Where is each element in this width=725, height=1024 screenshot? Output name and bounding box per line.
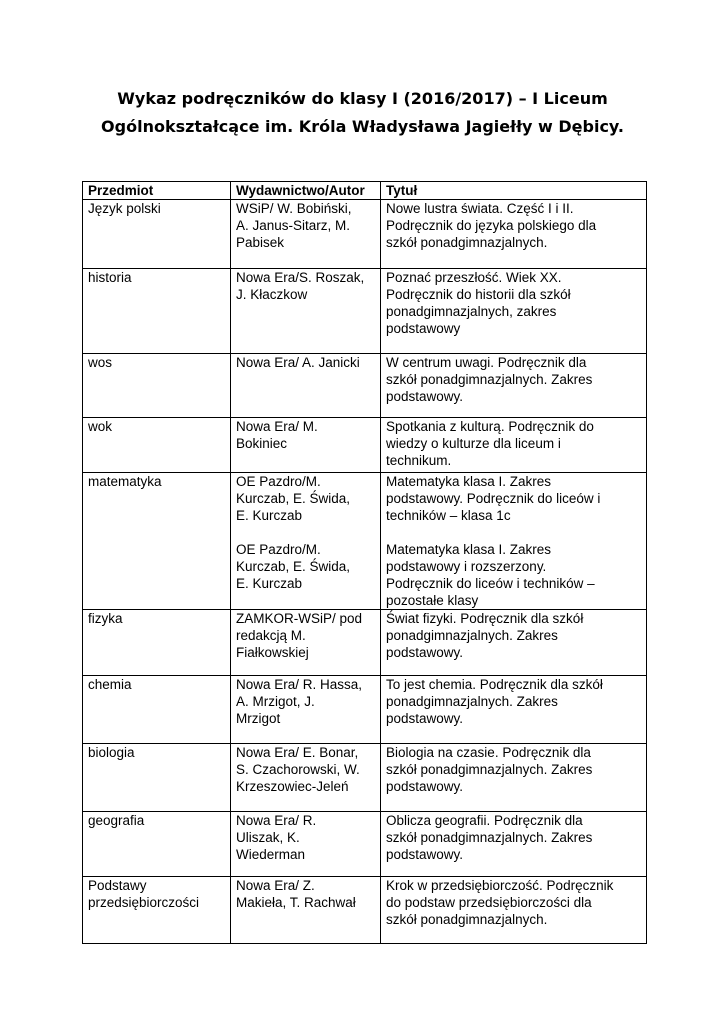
subject-line: Podstawy bbox=[88, 878, 147, 893]
publisher-line: Nowa Era/ M. bbox=[236, 419, 318, 434]
table-row bbox=[83, 418, 647, 473]
subject-line: matematyka bbox=[88, 474, 162, 489]
subject-cell bbox=[83, 877, 231, 944]
publisher-line: Nowa Era/S. Roszak, bbox=[236, 270, 365, 285]
publisher-line: OE Pazdro/M. bbox=[236, 542, 321, 557]
title-cell bbox=[381, 418, 647, 473]
title-line: podstawowy. bbox=[386, 779, 464, 794]
title-line: Świat fizyki. Podręcznik dla szkół bbox=[386, 611, 584, 626]
title-line: Podręcznik do historii dla szkół bbox=[386, 287, 571, 302]
header-title: Tytuł bbox=[381, 182, 647, 200]
title-line: szkół ponadgimnazjalnych. bbox=[386, 912, 548, 927]
title-line: ponadgimnazjalnych. Zakres bbox=[386, 628, 558, 643]
title-line: W centrum uwagi. Podręcznik dla bbox=[386, 355, 587, 370]
header-subject: Przedmiot bbox=[83, 182, 231, 200]
publisher-cell bbox=[231, 744, 381, 812]
publisher-line: redakcją M. bbox=[236, 628, 306, 643]
title-line: wiedzy o kulturze dla liceum i bbox=[386, 436, 561, 451]
table-row bbox=[83, 610, 647, 676]
publisher-line: E. Kurczab bbox=[236, 508, 303, 523]
publisher-line: Pabisek bbox=[236, 235, 285, 250]
subject-line: wok bbox=[88, 419, 113, 434]
title-cell bbox=[381, 200, 647, 269]
title-line: szkół ponadgimnazjalnych. Zakres bbox=[386, 830, 593, 845]
title-cell bbox=[381, 269, 647, 354]
table-row bbox=[83, 200, 647, 269]
subject-cell bbox=[83, 200, 231, 269]
publisher-cell bbox=[231, 418, 381, 473]
publisher-line: Wiederman bbox=[236, 847, 306, 862]
title-line: Nowe lustra świata. Część I i II. bbox=[386, 201, 574, 216]
title-line: To jest chemia. Podręcznik dla szkół bbox=[386, 677, 603, 692]
publisher-line: Nowa Era/ R. Hassa, bbox=[236, 677, 363, 692]
publisher-line: Makieła, T. Rachwał bbox=[236, 895, 356, 910]
publisher-cell bbox=[231, 610, 381, 676]
publisher-line: Mrzigot bbox=[236, 711, 281, 726]
publisher-line: Nowa Era/ E. Bonar, bbox=[236, 745, 359, 760]
publisher-line: Krzeszowiec-Jeleń bbox=[236, 779, 349, 794]
table-row bbox=[83, 269, 647, 354]
table-header-row bbox=[83, 182, 647, 200]
publisher-line: Kurczab, E. Świda, bbox=[236, 559, 351, 574]
publisher-line: E. Kurczab bbox=[236, 576, 303, 591]
table-row bbox=[83, 354, 647, 418]
publisher-line: Nowa Era/ A. Janicki bbox=[236, 355, 360, 370]
table-row bbox=[83, 473, 647, 610]
title-line: podstawowy. bbox=[386, 389, 464, 404]
publisher-line: ZAMKOR-WSiP/ pod bbox=[236, 611, 363, 626]
title-cell bbox=[381, 676, 647, 744]
subject-line: fizyka bbox=[88, 611, 123, 626]
publisher-line: J. Kłaczkow bbox=[236, 287, 308, 302]
title-cell bbox=[381, 610, 647, 676]
subject-cell bbox=[83, 354, 231, 418]
title-line: Poznać przeszłość. Wiek XX. bbox=[386, 270, 562, 285]
textbook-table bbox=[82, 181, 647, 944]
subject-line: geografia bbox=[88, 813, 145, 828]
subject-line: chemia bbox=[88, 677, 132, 692]
subject-cell bbox=[83, 744, 231, 812]
table-row bbox=[83, 877, 647, 944]
publisher-line: Fiałkowskiej bbox=[236, 645, 309, 660]
publisher-line: Nowa Era/ R. bbox=[236, 813, 317, 828]
title-line: do podstaw przedsiębiorczości dla bbox=[386, 895, 592, 910]
publisher-cell bbox=[231, 877, 381, 944]
title-cell bbox=[381, 473, 647, 610]
title-line: podstawowy. Podręcznik do liceów i bbox=[386, 491, 601, 506]
title-line: podstawowy. bbox=[386, 847, 464, 862]
document-title bbox=[0, 85, 725, 141]
publisher-line: Bokiniec bbox=[236, 436, 288, 451]
publisher-cell bbox=[231, 269, 381, 354]
publisher-cell bbox=[231, 354, 381, 418]
publisher-cell bbox=[231, 676, 381, 744]
title-line: Krok w przedsiębiorczość. Podręcznik bbox=[386, 878, 614, 893]
title-line: podstawowy. bbox=[386, 645, 464, 660]
title-line: pozostałe klasy bbox=[386, 593, 479, 608]
title-line: Podręcznik do liceów i techników – bbox=[386, 576, 595, 591]
title-line: podstawowy bbox=[386, 321, 461, 336]
title-line: szkół ponadgimnazjalnych. bbox=[386, 235, 548, 250]
subject-cell bbox=[83, 812, 231, 877]
subject-cell bbox=[83, 610, 231, 676]
title-line: podstawowy. bbox=[386, 711, 464, 726]
subject-line: historia bbox=[88, 270, 132, 285]
header-publisher: Wydawnictwo/Autor bbox=[231, 182, 381, 200]
table-row bbox=[83, 744, 647, 812]
publisher-cell bbox=[231, 473, 381, 610]
title-line: Biologia na czasie. Podręcznik dla bbox=[386, 745, 591, 760]
title-line: ponadgimnazjalnych. Zakres bbox=[386, 694, 558, 709]
subject-cell bbox=[83, 676, 231, 744]
title-line: Oblicza geografii. Podręcznik dla bbox=[386, 813, 583, 828]
title-line: szkół ponadgimnazjalnych. Zakres bbox=[386, 762, 593, 777]
title-line: Matematyka klasa I. Zakres bbox=[386, 542, 552, 557]
title-cell bbox=[381, 877, 647, 944]
publisher-line: S. Czachorowski, W. bbox=[236, 762, 360, 777]
title-line-2: Ogólnokształcące im. Króla Władysława Jagiełły w Dębicy. bbox=[101, 117, 624, 136]
publisher-cell bbox=[231, 812, 381, 877]
table-row bbox=[83, 812, 647, 877]
subject-cell bbox=[83, 473, 231, 610]
subject-line: Język polski bbox=[88, 201, 161, 216]
subject-line: wos bbox=[88, 355, 113, 370]
publisher-line: WSiP/ W. Bobiński, bbox=[236, 201, 352, 216]
publisher-cell bbox=[231, 200, 381, 269]
subject-cell bbox=[83, 269, 231, 354]
subject-line: przedsiębiorczości bbox=[88, 895, 200, 910]
subject-line: biologia bbox=[88, 745, 135, 760]
title-line: szkół ponadgimnazjalnych. Zakres bbox=[386, 372, 593, 387]
publisher-line: A. Mrzigot, J. bbox=[236, 694, 315, 709]
publisher-line: OE Pazdro/M. bbox=[236, 474, 321, 489]
title-line: ponadgimnazjalnych, zakres bbox=[386, 304, 557, 319]
title-cell bbox=[381, 744, 647, 812]
table-row bbox=[83, 676, 647, 744]
publisher-line: Uliszak, K. bbox=[236, 830, 300, 845]
title-line: Matematyka klasa I. Zakres bbox=[386, 474, 552, 489]
title-line: Podręcznik do języka polskiego dla bbox=[386, 218, 597, 233]
subject-cell bbox=[83, 418, 231, 473]
title-line: podstawowy i rozszerzony. bbox=[386, 559, 547, 574]
title-line: technikum. bbox=[386, 453, 452, 468]
title-line-1: Wykaz podręczników do klasy I (2016/2017) – I Liceum bbox=[117, 89, 608, 108]
title-cell bbox=[381, 812, 647, 877]
publisher-line: Kurczab, E. Świda, bbox=[236, 491, 351, 506]
title-line: Spotkania z kulturą. Podręcznik do bbox=[386, 419, 594, 434]
publisher-line: A. Janus-Sitarz, M. bbox=[236, 218, 351, 233]
title-cell bbox=[381, 354, 647, 418]
publisher-line: Nowa Era/ Z. bbox=[236, 878, 315, 893]
title-line: techników – klasa 1c bbox=[386, 508, 511, 523]
